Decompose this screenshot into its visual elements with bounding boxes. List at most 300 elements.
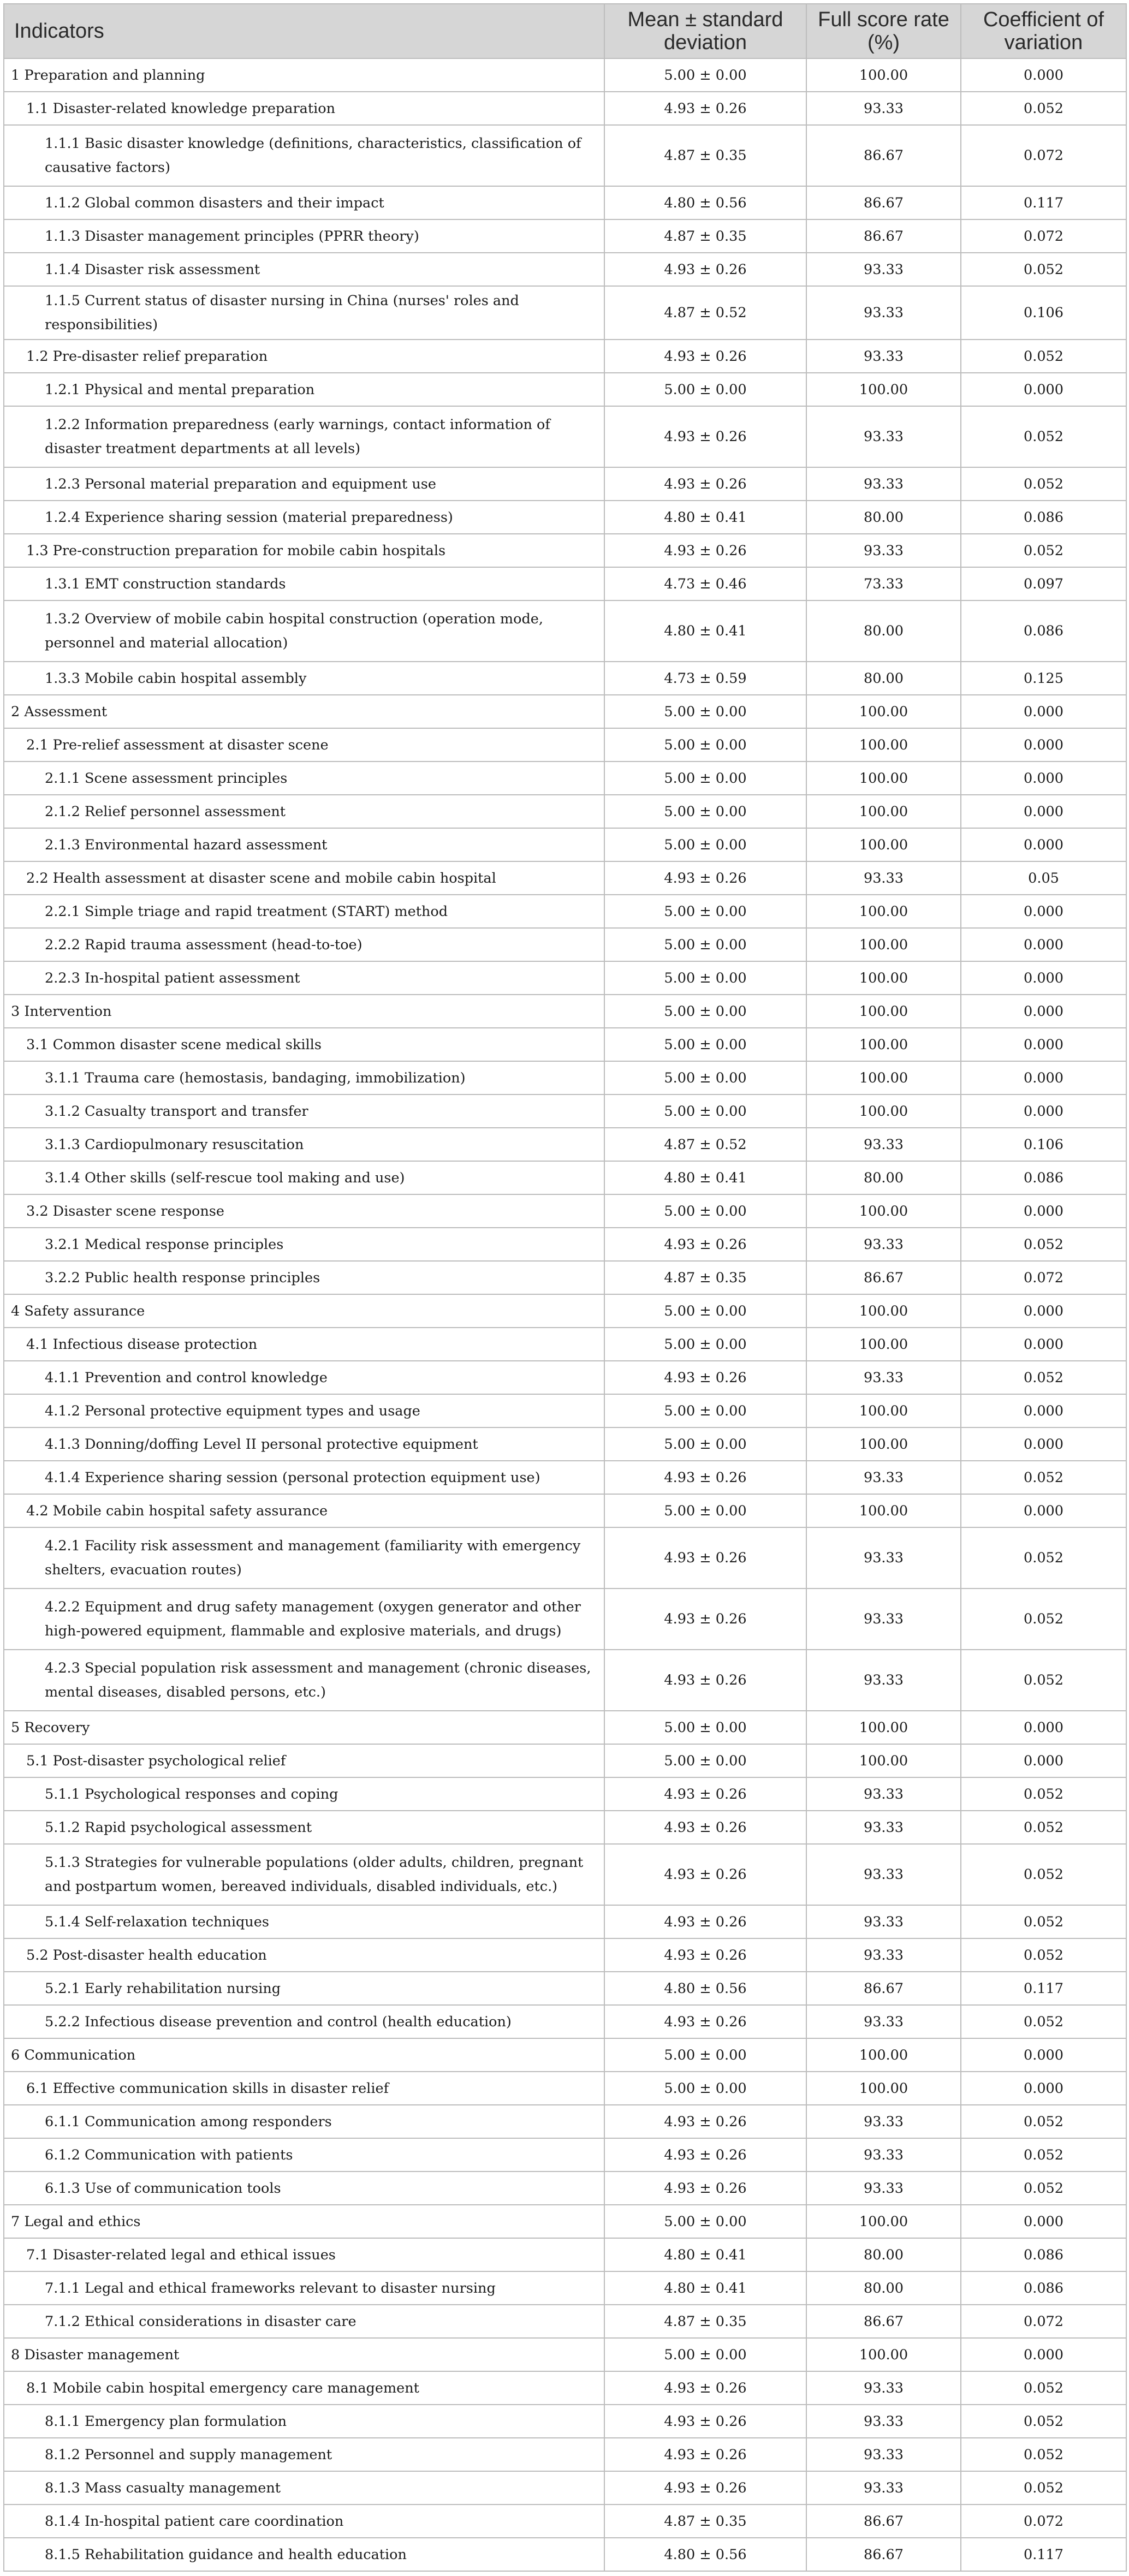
coefficient-of-variation-cell: 0.052 — [961, 2438, 1126, 2471]
full-score-rate-cell: 86.67 — [806, 1972, 961, 2005]
full-score-rate-cell: 86.67 — [806, 2538, 961, 2571]
mean-sd-cell: 4.93 ± 0.26 — [604, 2405, 806, 2438]
table-row — [4, 2172, 1126, 2205]
coefficient-of-variation-cell: 0.000 — [961, 1194, 1126, 1228]
coefficient-of-variation-cell: 0.000 — [961, 1711, 1126, 1744]
table-row — [4, 186, 1126, 219]
full-score-rate-cell: 93.33 — [806, 1228, 961, 1261]
mean-sd-cell: 5.00 ± 0.00 — [604, 373, 806, 406]
indicator-cell: 4.1 Infectious disease protection — [4, 1328, 604, 1361]
mean-sd-cell: 4.93 ± 0.26 — [604, 1777, 806, 1811]
indicator-cell: 1.2.2 Information preparedness (early warnings, contact information of disaster treatment departments at all levels) — [4, 406, 604, 467]
table-row — [4, 1294, 1126, 1328]
coefficient-of-variation-cell: 0.052 — [961, 1228, 1126, 1261]
mean-sd-cell: 4.80 ± 0.56 — [604, 186, 806, 219]
indicator-cell: 2 Assessment — [4, 695, 604, 728]
full-score-rate-cell: 100.00 — [806, 828, 961, 861]
full-score-rate-cell: 93.33 — [806, 861, 961, 895]
mean-sd-cell: 4.93 ± 0.26 — [604, 1938, 806, 1972]
coefficient-of-variation-cell: 0.000 — [961, 58, 1126, 92]
table-row — [4, 828, 1126, 861]
mean-sd-cell: 5.00 ± 0.00 — [604, 1328, 806, 1361]
indicator-cell: 1.1.1 Basic disaster knowledge (definitions, characteristics, classification of causative factors) — [4, 125, 604, 186]
coefficient-of-variation-cell: 0.052 — [961, 2005, 1126, 2038]
mean-sd-cell: 4.93 ± 0.26 — [604, 2438, 806, 2471]
full-score-rate-cell: 93.33 — [806, 253, 961, 286]
full-score-rate-cell: 80.00 — [806, 1161, 961, 1194]
table-row — [4, 2238, 1126, 2271]
table-row — [4, 2338, 1126, 2371]
full-score-rate-cell: 100.00 — [806, 1061, 961, 1094]
coefficient-of-variation-cell: 0.052 — [961, 406, 1126, 467]
full-score-rate-cell: 93.33 — [806, 1461, 961, 1494]
full-score-rate-cell: 93.33 — [806, 2405, 961, 2438]
table-row — [4, 2438, 1126, 2471]
coefficient-of-variation-cell: 0.000 — [961, 2338, 1126, 2371]
indicator-cell: 7 Legal and ethics — [4, 2205, 604, 2238]
full-score-rate-cell: 100.00 — [806, 1028, 961, 1061]
coefficient-of-variation-cell: 0.052 — [961, 2138, 1126, 2172]
indicator-cell: 5.1.3 Strategies for vulnerable populations (older adults, children, pregnant and postpartum women, bereaved individuals, disabled individuals, etc.) — [4, 1844, 604, 1905]
mean-sd-cell: 5.00 ± 0.00 — [604, 1061, 806, 1094]
full-score-rate-cell: 100.00 — [806, 1744, 961, 1777]
full-score-rate-cell: 100.00 — [806, 1328, 961, 1361]
mean-sd-cell: 4.93 ± 0.26 — [604, 340, 806, 373]
mean-sd-cell: 4.80 ± 0.41 — [604, 2271, 806, 2305]
full-score-rate-cell: 86.67 — [806, 1261, 961, 1294]
table-row — [4, 995, 1126, 1028]
mean-sd-cell: 4.73 ± 0.46 — [604, 567, 806, 600]
table-row — [4, 1194, 1126, 1228]
table-row — [4, 1905, 1126, 1938]
mean-sd-cell: 5.00 ± 0.00 — [604, 1194, 806, 1228]
indicator-cell: 1.1 Disaster-related knowledge preparation — [4, 92, 604, 125]
full-score-rate-cell: 86.67 — [806, 125, 961, 186]
full-score-rate-cell: 100.00 — [806, 1394, 961, 1427]
full-score-rate-cell: 80.00 — [806, 501, 961, 534]
full-score-rate-cell: 100.00 — [806, 762, 961, 795]
coefficient-of-variation-cell: 0.052 — [961, 467, 1126, 501]
indicator-cell: 1.3.2 Overview of mobile cabin hospital construction (operation mode, personnel and material allocation) — [4, 600, 604, 662]
indicator-cell: 6 Communication — [4, 2038, 604, 2072]
mean-sd-cell: 5.00 ± 0.00 — [604, 795, 806, 828]
coefficient-of-variation-cell: 0.000 — [961, 828, 1126, 861]
indicator-cell: 2.1.1 Scene assessment principles — [4, 762, 604, 795]
table-row — [4, 1972, 1126, 2005]
coefficient-of-variation-cell: 0.052 — [961, 1461, 1126, 1494]
mean-sd-cell: 4.93 ± 0.26 — [604, 2105, 806, 2138]
indicator-cell: 8 Disaster management — [4, 2338, 604, 2371]
indicator-cell: 1.3.3 Mobile cabin hospital assembly — [4, 662, 604, 695]
full-score-rate-cell: 93.33 — [806, 2172, 961, 2205]
table-row — [4, 1128, 1126, 1161]
table-row — [4, 1094, 1126, 1128]
table-row — [4, 1061, 1126, 1094]
indicator-cell: 4.1.4 Experience sharing session (personal protection equipment use) — [4, 1461, 604, 1494]
coefficient-of-variation-cell: 0.117 — [961, 186, 1126, 219]
coefficient-of-variation-cell: 0.052 — [961, 1527, 1126, 1589]
mean-sd-cell: 4.93 ± 0.26 — [604, 861, 806, 895]
coefficient-of-variation-cell: 0.086 — [961, 1161, 1126, 1194]
mean-sd-cell: 4.80 ± 0.41 — [604, 501, 806, 534]
table-row — [4, 1744, 1126, 1777]
full-score-rate-cell: 100.00 — [806, 1094, 961, 1128]
indicator-cell: 4.1.2 Personal protective equipment types and usage — [4, 1394, 604, 1427]
mean-sd-cell: 4.93 ± 0.26 — [604, 1527, 806, 1589]
coefficient-of-variation-cell: 0.05 — [961, 861, 1126, 895]
full-score-rate-cell: 93.33 — [806, 406, 961, 467]
coefficient-of-variation-cell: 0.000 — [961, 1028, 1126, 1061]
indicator-cell: 2.1.3 Environmental hazard assessment — [4, 828, 604, 861]
mean-sd-cell: 4.73 ± 0.59 — [604, 662, 806, 695]
mean-sd-cell: 5.00 ± 0.00 — [604, 961, 806, 995]
mean-sd-cell: 4.80 ± 0.56 — [604, 2538, 806, 2571]
table-row — [4, 373, 1126, 406]
mean-sd-cell: 5.00 ± 0.00 — [604, 1744, 806, 1777]
header-mean-sd: Mean ± standard deviation — [604, 4, 806, 58]
full-score-rate-cell: 100.00 — [806, 58, 961, 92]
mean-sd-cell: 4.93 ± 0.26 — [604, 2138, 806, 2172]
full-score-rate-cell: 93.33 — [806, 1650, 961, 1711]
mean-sd-cell: 4.80 ± 0.41 — [604, 1161, 806, 1194]
mean-sd-cell: 4.87 ± 0.35 — [604, 219, 806, 253]
indicator-cell: 4.2.3 Special population risk assessment and management (chronic diseases, mental diseases, disabled persons, etc.) — [4, 1650, 604, 1711]
coefficient-of-variation-cell: 0.072 — [961, 125, 1126, 186]
coefficient-of-variation-cell: 0.052 — [961, 1589, 1126, 1650]
indicator-cell: 5 Recovery — [4, 1711, 604, 1744]
full-score-rate-cell: 93.33 — [806, 2371, 961, 2405]
indicator-cell: 1.1.2 Global common disasters and their impact — [4, 186, 604, 219]
full-score-rate-cell: 100.00 — [806, 373, 961, 406]
coefficient-of-variation-cell: 0.000 — [961, 928, 1126, 961]
indicator-cell: 2.2 Health assessment at disaster scene and mobile cabin hospital — [4, 861, 604, 895]
indicator-cell: 3.1.4 Other skills (self-rescue tool making and use) — [4, 1161, 604, 1194]
coefficient-of-variation-cell: 0.052 — [961, 1811, 1126, 1844]
mean-sd-cell: 5.00 ± 0.00 — [604, 995, 806, 1028]
mean-sd-cell: 5.00 ± 0.00 — [604, 1028, 806, 1061]
indicator-cell: 4.2 Mobile cabin hospital safety assurance — [4, 1494, 604, 1527]
mean-sd-cell: 5.00 ± 0.00 — [604, 1294, 806, 1328]
full-score-rate-cell: 80.00 — [806, 600, 961, 662]
indicator-cell: 2.2.2 Rapid trauma assessment (head-to-toe) — [4, 928, 604, 961]
mean-sd-cell: 5.00 ± 0.00 — [604, 928, 806, 961]
mean-sd-cell: 4.80 ± 0.41 — [604, 600, 806, 662]
table-row — [4, 861, 1126, 895]
mean-sd-cell: 4.80 ± 0.56 — [604, 1972, 806, 2005]
indicator-cell: 1.3 Pre-construction preparation for mobile cabin hospitals — [4, 534, 604, 567]
table-row — [4, 928, 1126, 961]
indicator-cell: 1.1.3 Disaster management principles (PPRR theory) — [4, 219, 604, 253]
mean-sd-cell: 4.93 ± 0.26 — [604, 406, 806, 467]
table-row — [4, 58, 1126, 92]
full-score-rate-cell: 100.00 — [806, 1494, 961, 1527]
indicator-cell: 5.2 Post-disaster health education — [4, 1938, 604, 1972]
table-row — [4, 1589, 1126, 1650]
table-row — [4, 2538, 1126, 2571]
mean-sd-cell: 5.00 ± 0.00 — [604, 2338, 806, 2371]
mean-sd-cell: 4.93 ± 0.26 — [604, 253, 806, 286]
coefficient-of-variation-cell: 0.052 — [961, 2371, 1126, 2405]
indicator-cell: 6.1.3 Use of communication tools — [4, 2172, 604, 2205]
full-score-rate-cell: 93.33 — [806, 1777, 961, 1811]
table-row — [4, 92, 1126, 125]
mean-sd-cell: 4.93 ± 0.26 — [604, 2172, 806, 2205]
table-row — [4, 1461, 1126, 1494]
table-row — [4, 2405, 1126, 2438]
indicator-cell: 2.2.1 Simple triage and rapid treatment (START) method — [4, 895, 604, 928]
coefficient-of-variation-cell: 0.000 — [961, 1294, 1126, 1328]
mean-sd-cell: 4.87 ± 0.35 — [604, 2305, 806, 2338]
full-score-rate-cell: 100.00 — [806, 2338, 961, 2371]
coefficient-of-variation-cell: 0.052 — [961, 2105, 1126, 2138]
full-score-rate-cell: 93.33 — [806, 2005, 961, 2038]
coefficient-of-variation-cell: 0.000 — [961, 1328, 1126, 1361]
table-row — [4, 1777, 1126, 1811]
full-score-rate-cell: 93.33 — [806, 1905, 961, 1938]
full-score-rate-cell: 93.33 — [806, 1361, 961, 1394]
indicator-cell: 7.1.1 Legal and ethical frameworks relevant to disaster nursing — [4, 2271, 604, 2305]
indicator-cell: 5.1.4 Self-relaxation techniques — [4, 1905, 604, 1938]
coefficient-of-variation-cell: 0.052 — [961, 253, 1126, 286]
mean-sd-cell: 4.93 ± 0.26 — [604, 534, 806, 567]
full-score-rate-cell: 80.00 — [806, 2238, 961, 2271]
table-row — [4, 1394, 1126, 1427]
coefficient-of-variation-cell: 0.000 — [961, 695, 1126, 728]
full-score-rate-cell: 93.33 — [806, 340, 961, 373]
indicator-cell: 4.2.2 Equipment and drug safety management (oxygen generator and other high-powered equipment, flammable and explosive materials, and drugs) — [4, 1589, 604, 1650]
coefficient-of-variation-cell: 0.052 — [961, 340, 1126, 373]
mean-sd-cell: 4.87 ± 0.35 — [604, 125, 806, 186]
coefficient-of-variation-cell: 0.052 — [961, 2471, 1126, 2504]
coefficient-of-variation-cell: 0.086 — [961, 2238, 1126, 2271]
full-score-rate-cell: 100.00 — [806, 1427, 961, 1461]
coefficient-of-variation-cell: 0.000 — [961, 2205, 1126, 2238]
indicator-cell: 3.2.1 Medical response principles — [4, 1228, 604, 1261]
mean-sd-cell: 4.93 ± 0.26 — [604, 2471, 806, 2504]
coefficient-of-variation-cell: 0.086 — [961, 2271, 1126, 2305]
full-score-rate-cell: 93.33 — [806, 92, 961, 125]
coefficient-of-variation-cell: 0.000 — [961, 373, 1126, 406]
mean-sd-cell: 4.93 ± 0.26 — [604, 1650, 806, 1711]
mean-sd-cell: 5.00 ± 0.00 — [604, 2038, 806, 2072]
full-score-rate-cell: 93.33 — [806, 1128, 961, 1161]
coefficient-of-variation-cell: 0.052 — [961, 1938, 1126, 1972]
indicator-cell: 6.1.1 Communication among responders — [4, 2105, 604, 2138]
coefficient-of-variation-cell: 0.000 — [961, 762, 1126, 795]
indicator-cell: 3.2 Disaster scene response — [4, 1194, 604, 1228]
indicator-cell: 8.1.2 Personnel and supply management — [4, 2438, 604, 2471]
coefficient-of-variation-cell: 0.000 — [961, 728, 1126, 762]
indicator-cell: 5.1 Post-disaster psychological relief — [4, 1744, 604, 1777]
mean-sd-cell: 4.93 ± 0.26 — [604, 1361, 806, 1394]
coefficient-of-variation-cell: 0.052 — [961, 1777, 1126, 1811]
coefficient-of-variation-cell: 0.052 — [961, 534, 1126, 567]
table-row — [4, 762, 1126, 795]
table-row — [4, 253, 1126, 286]
full-score-rate-cell: 100.00 — [806, 995, 961, 1028]
indicator-cell: 4 Safety assurance — [4, 1294, 604, 1328]
indicator-cell: 8.1.4 In-hospital patient care coordination — [4, 2504, 604, 2538]
mean-sd-cell: 5.00 ± 0.00 — [604, 728, 806, 762]
table-row — [4, 2205, 1126, 2238]
indicator-cell: 5.1.2 Rapid psychological assessment — [4, 1811, 604, 1844]
table-row — [4, 2072, 1126, 2105]
full-score-rate-cell: 100.00 — [806, 695, 961, 728]
full-score-rate-cell: 100.00 — [806, 795, 961, 828]
full-score-rate-cell: 100.00 — [806, 2038, 961, 2072]
table-row — [4, 2005, 1126, 2038]
coefficient-of-variation-cell: 0.072 — [961, 1261, 1126, 1294]
indicator-cell: 8.1.3 Mass casualty management — [4, 2471, 604, 2504]
table-row — [4, 1650, 1126, 1711]
coefficient-of-variation-cell: 0.000 — [961, 1427, 1126, 1461]
mean-sd-cell: 4.93 ± 0.26 — [604, 1844, 806, 1905]
mean-sd-cell: 4.93 ± 0.26 — [604, 1905, 806, 1938]
indicator-cell: 1.1.4 Disaster risk assessment — [4, 253, 604, 286]
mean-sd-cell: 4.93 ± 0.26 — [604, 2371, 806, 2405]
mean-sd-cell: 5.00 ± 0.00 — [604, 828, 806, 861]
coefficient-of-variation-cell: 0.086 — [961, 501, 1126, 534]
table-row — [4, 1228, 1126, 1261]
coefficient-of-variation-cell: 0.000 — [961, 1094, 1126, 1128]
indicator-cell: 4.1.1 Prevention and control knowledge — [4, 1361, 604, 1394]
mean-sd-cell: 5.00 ± 0.00 — [604, 2205, 806, 2238]
coefficient-of-variation-cell: 0.106 — [961, 286, 1126, 340]
mean-sd-cell: 4.87 ± 0.35 — [604, 1261, 806, 1294]
table-row — [4, 567, 1126, 600]
table-row — [4, 2471, 1126, 2504]
table-row — [4, 1527, 1126, 1589]
indicator-cell: 7.1 Disaster-related legal and ethical issues — [4, 2238, 604, 2271]
full-score-rate-cell: 86.67 — [806, 219, 961, 253]
mean-sd-cell: 5.00 ± 0.00 — [604, 895, 806, 928]
coefficient-of-variation-cell: 0.052 — [961, 92, 1126, 125]
coefficient-of-variation-cell: 0.125 — [961, 662, 1126, 695]
mean-sd-cell: 5.00 ± 0.00 — [604, 1711, 806, 1744]
full-score-rate-cell: 100.00 — [806, 1194, 961, 1228]
indicator-cell: 6.1 Effective communication skills in disaster relief — [4, 2072, 604, 2105]
indicator-cell: 6.1.2 Communication with patients — [4, 2138, 604, 2172]
table-body — [4, 58, 1126, 2571]
table-row — [4, 1711, 1126, 1744]
full-score-rate-cell: 93.33 — [806, 534, 961, 567]
coefficient-of-variation-cell: 0.117 — [961, 1972, 1126, 2005]
full-score-rate-cell: 100.00 — [806, 1711, 961, 1744]
coefficient-of-variation-cell: 0.086 — [961, 600, 1126, 662]
full-score-rate-cell: 100.00 — [806, 728, 961, 762]
table-row — [4, 534, 1126, 567]
indicator-cell: 5.2.1 Early rehabilitation nursing — [4, 1972, 604, 2005]
indicator-cell: 1.2.1 Physical and mental preparation — [4, 373, 604, 406]
table-row — [4, 961, 1126, 995]
coefficient-of-variation-cell: 0.052 — [961, 1844, 1126, 1905]
full-score-rate-cell: 100.00 — [806, 928, 961, 961]
header-indicators: Indicators — [4, 4, 604, 58]
mean-sd-cell: 5.00 ± 0.00 — [604, 2072, 806, 2105]
indicator-cell: 1.2.4 Experience sharing session (material preparedness) — [4, 501, 604, 534]
table-row — [4, 286, 1126, 340]
table-row — [4, 2305, 1126, 2338]
mean-sd-cell: 5.00 ± 0.00 — [604, 1494, 806, 1527]
coefficient-of-variation-cell: 0.000 — [961, 961, 1126, 995]
table-row — [4, 406, 1126, 467]
full-score-rate-cell: 100.00 — [806, 2205, 961, 2238]
coefficient-of-variation-cell: 0.000 — [961, 995, 1126, 1028]
coefficient-of-variation-cell: 0.106 — [961, 1128, 1126, 1161]
indicator-cell: 1.3.1 EMT construction standards — [4, 567, 604, 600]
table-row — [4, 1161, 1126, 1194]
mean-sd-cell: 5.00 ± 0.00 — [604, 1094, 806, 1128]
full-score-rate-cell: 93.33 — [806, 1527, 961, 1589]
full-score-rate-cell: 93.33 — [806, 2138, 961, 2172]
coefficient-of-variation-cell: 0.000 — [961, 895, 1126, 928]
table-row — [4, 1938, 1126, 1972]
coefficient-of-variation-cell: 0.000 — [961, 1394, 1126, 1427]
full-score-rate-cell: 86.67 — [806, 2504, 961, 2538]
indicator-cell: 7.1.2 Ethical considerations in disaster care — [4, 2305, 604, 2338]
coefficient-of-variation-cell: 0.072 — [961, 2504, 1126, 2538]
full-score-rate-cell: 86.67 — [806, 2305, 961, 2338]
mean-sd-cell: 4.87 ± 0.52 — [604, 286, 806, 340]
indicator-cell: 3.2.2 Public health response principles — [4, 1261, 604, 1294]
mean-sd-cell: 4.87 ± 0.35 — [604, 2504, 806, 2538]
indicator-cell: 5.2.2 Infectious disease prevention and control (health education) — [4, 2005, 604, 2038]
full-score-rate-cell: 86.67 — [806, 186, 961, 219]
indicator-cell: 2.2.3 In-hospital patient assessment — [4, 961, 604, 995]
coefficient-of-variation-cell: 0.117 — [961, 2538, 1126, 2571]
table-row — [4, 125, 1126, 186]
mean-sd-cell: 4.93 ± 0.26 — [604, 467, 806, 501]
table-row — [4, 728, 1126, 762]
coefficient-of-variation-cell: 0.052 — [961, 1905, 1126, 1938]
full-score-rate-cell: 93.33 — [806, 467, 961, 501]
full-score-rate-cell: 93.33 — [806, 1938, 961, 1972]
indicator-cell: 1 Preparation and planning — [4, 58, 604, 92]
mean-sd-cell: 5.00 ± 0.00 — [604, 695, 806, 728]
coefficient-of-variation-cell: 0.052 — [961, 1650, 1126, 1711]
mean-sd-cell: 4.93 ± 0.26 — [604, 92, 806, 125]
table-row — [4, 1361, 1126, 1394]
coefficient-of-variation-cell: 0.000 — [961, 2038, 1126, 2072]
mean-sd-cell: 4.93 ± 0.26 — [604, 1811, 806, 1844]
table-row — [4, 467, 1126, 501]
full-score-rate-cell: 73.33 — [806, 567, 961, 600]
table-row — [4, 1427, 1126, 1461]
table-row — [4, 2371, 1126, 2405]
table-row — [4, 1328, 1126, 1361]
indicator-cell: 4.2.1 Facility risk assessment and management (familiarity with emergency shelters, evacuation routes) — [4, 1527, 604, 1589]
full-score-rate-cell: 93.33 — [806, 2105, 961, 2138]
table-row — [4, 600, 1126, 662]
table-row — [4, 501, 1126, 534]
coefficient-of-variation-cell: 0.097 — [961, 567, 1126, 600]
coefficient-of-variation-cell: 0.052 — [961, 2172, 1126, 2205]
table-row — [4, 1494, 1126, 1527]
table-row — [4, 2271, 1126, 2305]
coefficient-of-variation-cell: 0.000 — [961, 795, 1126, 828]
indicator-cell: 2.1 Pre-relief assessment at disaster scene — [4, 728, 604, 762]
table-row — [4, 1844, 1126, 1905]
header-row — [4, 4, 1126, 58]
indicator-cell: 2.1.2 Relief personnel assessment — [4, 795, 604, 828]
full-score-rate-cell: 93.33 — [806, 2438, 961, 2471]
indicator-cell: 3 Intervention — [4, 995, 604, 1028]
indicator-cell: 1.1.5 Current status of disaster nursing in China (nurses' roles and responsibilities) — [4, 286, 604, 340]
table-row — [4, 662, 1126, 695]
indicator-cell: 5.1.1 Psychological responses and coping — [4, 1777, 604, 1811]
indicator-cell: 8.1 Mobile cabin hospital emergency care management — [4, 2371, 604, 2405]
coefficient-of-variation-cell: 0.052 — [961, 1361, 1126, 1394]
